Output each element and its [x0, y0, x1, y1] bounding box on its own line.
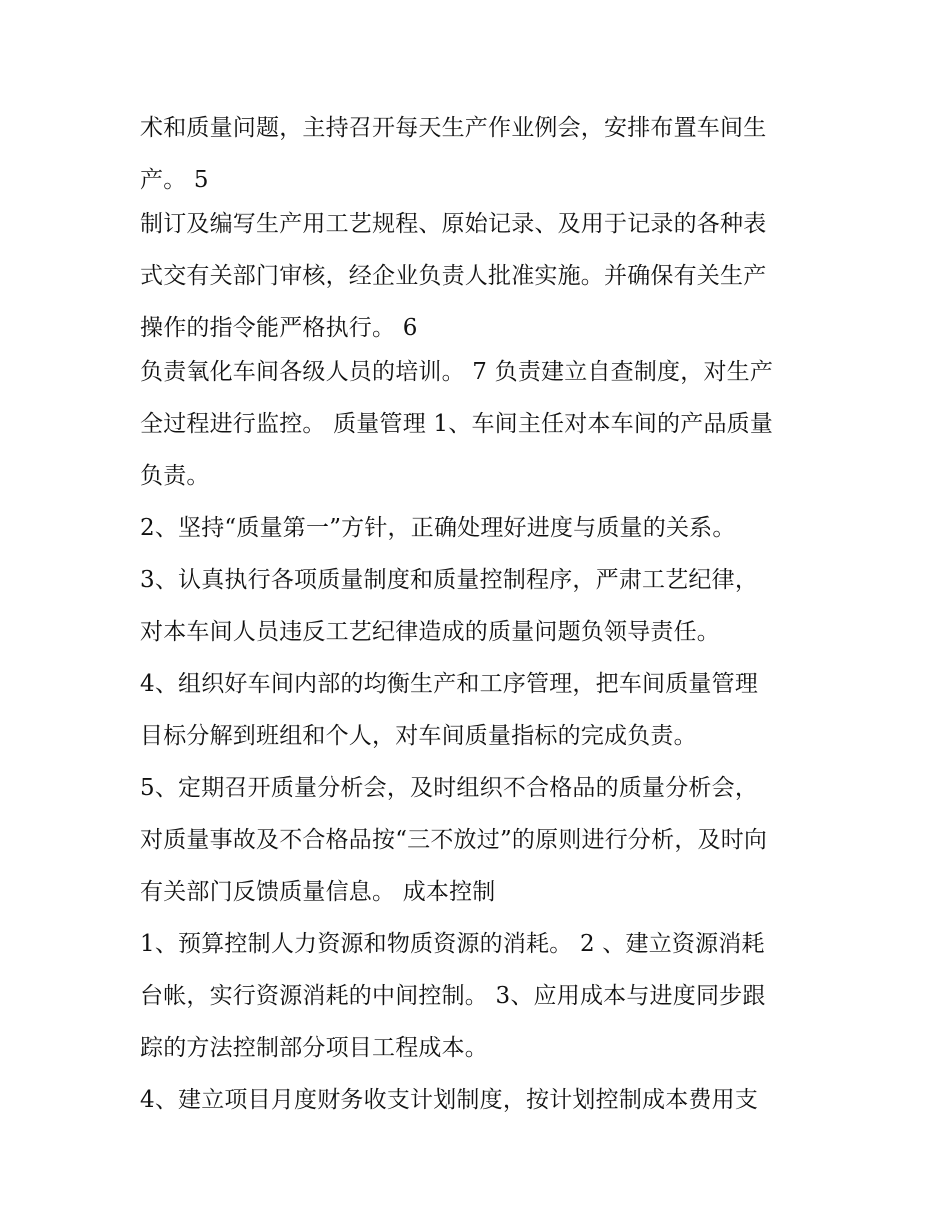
text-line-14: 5、定期召开质量分析会，及时组织不合格品的质量分析会，: [140, 775, 759, 801]
text-line-3: 制订及编写生产用工艺规程、原始记录、及用于记录的各种表: [140, 211, 767, 237]
text-line-4: 式交有关部门审核，经企业负责人批准实施。并确保有关生产: [140, 263, 767, 289]
text-line-6: 负责氧化车间各级人员的培训。 7 负责建立自查制度，对生产: [140, 359, 774, 385]
text-line-10: 3、认真执行各项质量制度和质量控制程序，严肃工艺纪律，: [140, 567, 759, 593]
text-line-1: 术和质量问题，主持召开每天生产作业例会，安排布置车间生: [140, 115, 767, 141]
text-line-9: 2、坚持“质量第一”方针，正确处理好进度与质量的关系。: [140, 515, 736, 541]
text-line-20: 4、建立项目月度财务收支计划制度，按计划控制成本费用支: [140, 1087, 759, 1113]
text-line-11: 对本车间人员违反工艺纪律造成的质量问题负领导责任。: [140, 619, 720, 645]
text-line-17: 1、预算控制人力资源和物质资源的消耗。 2 、建立资源消耗: [140, 931, 765, 957]
document-body: [140, 108, 820, 1132]
text-line-7: 全过程进行监控。 质量管理 1、车间主任对本车间的产品质量: [140, 411, 774, 437]
text-line-16: 有关部门反馈质量信息。 成本控制: [140, 879, 496, 905]
text-line-12: 4、组织好车间内部的均衡生产和工序管理，把车间质量管理: [140, 671, 759, 697]
text-line-18: 台帐，实行资源消耗的中间控制。 3、应用成本与进度同步跟: [140, 983, 766, 1009]
text-line-13: 目标分解到班组和个人，对车间质量指标的完成负责。: [140, 723, 697, 749]
text-line-8: 负责。: [140, 463, 210, 489]
text-line-2: 产。 5: [140, 167, 209, 193]
text-line-19: 踪的方法控制部分项目工程成本。: [140, 1035, 488, 1061]
text-line-5: 操作的指令能严格执行。 6: [140, 315, 418, 341]
text-line-15: 对质量事故及不合格品按“三不放过”的原则进行分析，及时向: [140, 827, 768, 853]
